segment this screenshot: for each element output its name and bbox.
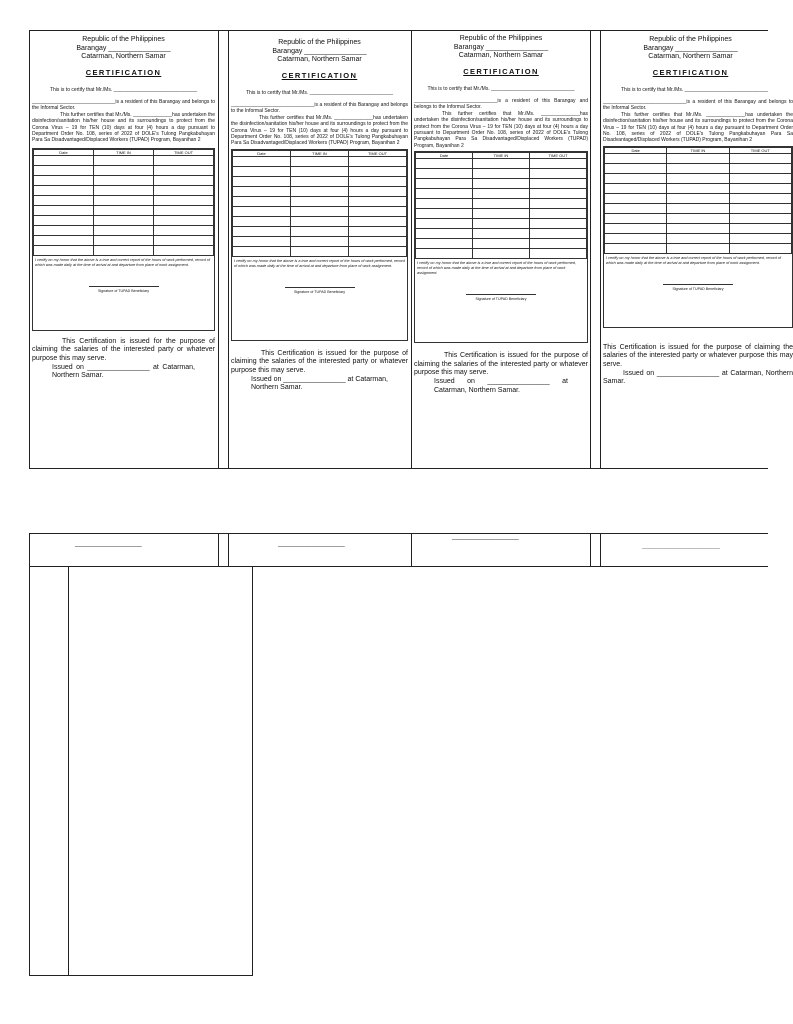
table-row: [416, 159, 587, 169]
time-log-box: [603, 146, 793, 328]
divider: [68, 566, 69, 975]
certificate-panel: [414, 30, 588, 468]
divider: [590, 30, 591, 469]
table-row: [605, 223, 792, 233]
signature-label: Signature of TUPAD Beneficiary: [97, 288, 149, 293]
table-row: [34, 225, 214, 235]
divider: [590, 533, 591, 567]
table-row: [233, 236, 407, 246]
location-text: Catarman, Northern Samar: [81, 53, 166, 60]
resident-line: ______________________________is a resident of this Barangay and belongs to the Informal Sector.: [32, 98, 215, 112]
certificate-panel: [32, 30, 215, 468]
location-text: Catarman, Northern Samar: [648, 53, 733, 60]
blank-line: ____________________: [278, 541, 345, 547]
certify-line: This is to certify that Mr./Ms. ______________________________: [621, 86, 769, 93]
table-row: [605, 173, 792, 183]
certify-statement: I certify on my honor that the above is a true and correct report of the hours of work performed, record of which was made daily at the time of arrival at and departure from place of work assignment.: [417, 261, 576, 276]
table-row: [605, 243, 792, 253]
table-row: [605, 183, 792, 193]
divider: [252, 566, 253, 975]
republic-text: Republic of the Philippines: [82, 36, 165, 43]
location-text: Catarman, Northern Samar: [458, 52, 544, 59]
time-log-box: [32, 148, 215, 331]
table-row: [416, 209, 587, 219]
divider: [218, 533, 219, 567]
table-row: [34, 215, 214, 225]
certify-line: This is to certify that Mr./Ms. ______________________________: [245, 89, 394, 96]
table-row: [34, 185, 214, 195]
certificate-panel: [231, 30, 408, 468]
purpose-text: This Certification is issued for the purpose of claiming the salaries of the interested party or whatever purpose this may serve.: [231, 349, 408, 374]
resident-line: ______________________________is a resident of this Barangay and belongs to the Informal Sector.: [414, 97, 588, 111]
republic-text: Republic of the Philippines: [278, 39, 361, 46]
time-log-box: [231, 149, 408, 341]
further-certifies: This further certifies that Mr./Ms. ______________has undertaken the disinfection/sanitation his/her house and its surroundings to protect from the Corona Virus – 19 for TEN (10) days at four (4) hours a day pursuant to Department Order No. 108, series of 2022 of DOLE's Tulong Pangkabuhayan Para Sa Disadvantaged/Displaced Workers (TUPAD) Program, Bayanihan 2: [603, 111, 793, 144]
blank-line: ____________________: [642, 543, 720, 550]
time-in-header: TIME IN: [473, 153, 530, 159]
table-row: [605, 233, 792, 243]
signature-line: [285, 287, 355, 288]
table-row: [416, 189, 587, 199]
blank-line: ____________________: [452, 534, 519, 540]
certify-statement: I certify on my honor that the above is a true and correct report of the hours of work performed, record of which was made daily at the time of arrival at and departure from place of work assignment.: [606, 255, 781, 265]
back-top-border: [29, 533, 768, 534]
divider: [29, 30, 30, 469]
table-row: [416, 169, 587, 179]
date-header: Date: [416, 153, 473, 159]
time-out-header: TIME OUT: [530, 153, 587, 159]
location-text: Catarman, Northern Samar: [277, 56, 362, 63]
issued-text: Issued on ________________ at Catarman, Northern Samar.: [603, 369, 793, 386]
divider: [600, 30, 601, 469]
barangay-text: Barangay ________________: [643, 44, 738, 52]
barangay-text: Barangay ________________: [272, 47, 367, 55]
purpose-text: This Certification is issued for the purpose of claiming the salaries of the interested party or whatever purpose this may serve.: [414, 352, 588, 377]
resident-line: ______________________________is a resident of this Barangay and belongs to the Informal Sector.: [231, 101, 408, 115]
table-row: [34, 195, 214, 205]
table-row: [233, 176, 407, 186]
table-row: [605, 193, 792, 203]
table-row: [605, 203, 792, 213]
bottom-border: [29, 468, 768, 469]
republic-text: Republic of the Philippines: [459, 35, 543, 42]
time-log-table: [33, 149, 214, 256]
table-row: [416, 229, 587, 239]
certificate-title: CERTIFICATION: [85, 67, 162, 77]
table-row: [416, 249, 587, 259]
certify-line: This is to certify that Mr./Ms. ______________________________: [427, 85, 575, 92]
certify-statement: I certify on my honor that the above is a true and correct report of the hours of work performed, record of which was made daily at the time of arrival at and departure from place of work assignment.: [35, 257, 210, 267]
table-row: [34, 245, 214, 255]
time-log-table: [604, 147, 792, 254]
time-out-header: TIME OUT: [154, 149, 214, 155]
date-header: Date: [34, 149, 94, 155]
republic-text: Republic of the Philippines: [649, 36, 732, 43]
table-row: [416, 179, 587, 189]
table-row: [416, 219, 587, 229]
purpose-text: This Certification is issued for the purpose of claiming the salaries of the interested party or whatever purpose this may serve.: [603, 343, 793, 368]
table-row: [233, 186, 407, 196]
divider: [228, 533, 229, 567]
signature-label: Signature of TUPAD Beneficiary: [293, 289, 345, 294]
divider: [411, 30, 412, 469]
barangay-text: Barangay ________________: [76, 44, 171, 52]
certificate-title: CERTIFICATION: [652, 67, 729, 77]
date-header: Date: [233, 150, 291, 156]
further-certifies: This further certifies that Mr./Ms. ______________has undertaken the disinfection/sanitation his/her house and its surroundings to protect from the Corona Virus – 19 for TEN (10) days at four (4) hours a day pursuant to Department Order No. 108, series of 2022 of DOLE's Tulong Pangkabuhayan Para Sa Disadvantaged/Displaced Workers (TUPAD) Program, Bayanihan 2: [414, 110, 588, 149]
time-log-box: [414, 151, 588, 343]
table-row: [34, 155, 214, 165]
table-row: [233, 166, 407, 176]
divider: [600, 533, 601, 567]
table-row: [416, 199, 587, 209]
resident-line: ______________________________is a resident of this Barangay and belongs to the Informal Sector.: [603, 98, 793, 112]
table-row: [605, 213, 792, 223]
table-row: [233, 196, 407, 206]
signature-label: Signature of TUPAD Beneficiary: [672, 286, 724, 291]
date-header: Date: [605, 147, 667, 153]
further-certifies: This further certifies that Mr./Ms. ______________has undertaken the disinfection/sanitation his/her house and its surroundings to protect from the Corona Virus – 19 for TEN (10) days at four (4) hours a day pursuant to Department Order No. 108, series of 2022 of DOLE's Tulong Pangkabuhayan Para Sa Disadvantaged/Displaced Workers (TUPAD) Program, Bayanihan 2: [231, 114, 408, 147]
table-row: [233, 156, 407, 166]
time-log-table: [415, 152, 587, 259]
table-row: [605, 153, 792, 163]
table-row: [233, 206, 407, 216]
issued-text: Issued on ________________ at Catarman, Northern Samar.: [52, 363, 195, 380]
blank-line: ____________________: [75, 541, 142, 547]
certificate-title: CERTIFICATION: [281, 70, 358, 80]
purpose-text: This Certification is issued for the purpose of claiming the salaries of the interested party or whatever purpose this may serve.: [32, 337, 215, 362]
signature-line: [663, 284, 733, 285]
signature-line: [466, 294, 536, 295]
table-row: [233, 246, 407, 256]
certificate-title: CERTIFICATION: [463, 66, 539, 76]
table-row: [416, 239, 587, 249]
signature-line: [89, 286, 159, 287]
issued-text: Issued on ________________ at Catarman, Northern Samar.: [434, 377, 568, 394]
certify-statement: I certify on my honor that the above is a true and correct report of the hours of work performed, record of which was made daily at the time of arrival at and departure from place of work assignment.: [234, 258, 405, 268]
table-row: [34, 165, 214, 175]
table-row: [34, 175, 214, 185]
table-row: [233, 226, 407, 236]
time-in-header: TIME IN: [291, 150, 349, 156]
time-out-header: TIME OUT: [729, 147, 791, 153]
table-row: [605, 163, 792, 173]
time-in-header: TIME IN: [94, 149, 154, 155]
divider: [218, 30, 219, 469]
divider: [411, 533, 412, 567]
certificate-panel: [603, 30, 793, 468]
barangay-text: Barangay ________________: [453, 43, 549, 51]
divider: [228, 30, 229, 469]
time-log-table: [232, 150, 407, 257]
divider: [29, 533, 30, 975]
time-in-header: TIME IN: [667, 147, 729, 153]
issued-text: Issued on ________________ at Catarman, Northern Samar.: [251, 375, 388, 392]
back-header-border: [29, 566, 768, 567]
signature-label: Signature of TUPAD Beneficiary: [475, 297, 527, 302]
further-certifies: This further certifies that Mr./Ms. ______________has undertaken the disinfection/sanitation his/her house and its surroundings to protect from the Corona Virus – 19 for TEN (10) days at four (4) hours a day pursuant to Department Order No. 108, series of 2022 of DOLE's Tulong Pangkabuhayan Para Sa Disadvantaged/Displaced Workers (TUPAD) Program, Bayanihan 2: [32, 111, 215, 144]
table-row: [233, 216, 407, 226]
back-bottom-border: [29, 975, 253, 976]
table-row: [34, 235, 214, 245]
certify-line: This is to certify that Mr./Ms. ______________________________: [49, 86, 198, 93]
time-out-header: TIME OUT: [349, 150, 407, 156]
table-row: [34, 205, 214, 215]
